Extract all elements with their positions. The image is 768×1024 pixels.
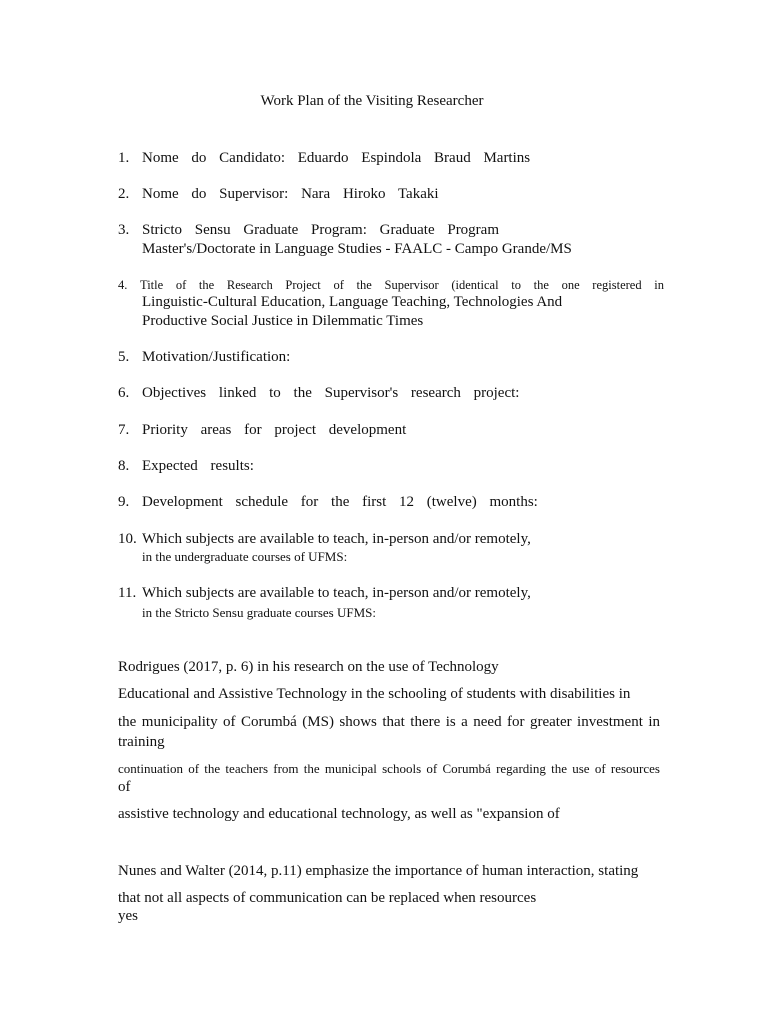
body-line: Rodrigues (2017, p. 6) in his research on the use of Technology bbox=[118, 659, 499, 675]
item-text: Nome do Supervisor: Nara Hiroko Takaki bbox=[142, 186, 439, 202]
item-number: 4. bbox=[118, 278, 128, 292]
list-item-9 bbox=[118, 493, 664, 512]
item-text: Which subjects are available to teach, in-person and/or remotely, bbox=[142, 585, 531, 601]
list-item-6 bbox=[118, 384, 664, 403]
document-title: Work Plan of the Visiting Researcher bbox=[260, 93, 484, 109]
list-item-10-continuation: in the undergraduate courses of UFMS: bbox=[142, 549, 348, 564]
item-text: Motivation/Justification: bbox=[142, 349, 291, 365]
list-item-7 bbox=[118, 421, 664, 440]
item-number: 2. bbox=[118, 186, 130, 202]
list-item-3 bbox=[118, 221, 664, 240]
body-line: Educational and Assistive Technology in the schooling of students with disabilities in bbox=[118, 686, 631, 702]
list-item-8 bbox=[118, 457, 664, 476]
body-line: of bbox=[118, 779, 131, 795]
list-item-11-continuation: in the Stricto Sensu graduate courses UFMS: bbox=[142, 605, 376, 620]
list-item-4-continuation-1: Linguistic-Cultural Education, Language Teaching, Technologies And bbox=[142, 294, 563, 310]
list-item-4-continuation-2: Productive Social Justice in Dilemmatic Times bbox=[142, 313, 424, 329]
body-line: the municipality of Corumbá (MS) shows that there is a need for greater investment in bbox=[118, 714, 660, 730]
body-line: training bbox=[118, 734, 165, 750]
item-text: Development schedule for the first 12 (twelve) months: bbox=[142, 494, 538, 510]
item-text: Stricto Sensu Graduate Program: Graduate Program bbox=[142, 222, 500, 238]
item-number: 1. bbox=[118, 150, 130, 166]
item-text: Expected results: bbox=[142, 458, 254, 474]
list-item-5 bbox=[118, 348, 664, 367]
list-item-3-continuation: Master's/Doctorate in Language Studies - FAALC - Campo Grande/MS bbox=[142, 241, 572, 257]
item-number: 10. bbox=[118, 531, 137, 547]
item-number: 6. bbox=[118, 385, 130, 401]
item-text: Objectives linked to the Supervisor's research project: bbox=[142, 385, 520, 401]
body-line: assistive technology and educational technology, as well as "expansion of bbox=[118, 806, 560, 822]
item-text: Nome do Candidato: Eduardo Espindola Braud Martins bbox=[142, 150, 531, 166]
list-item-11 bbox=[118, 584, 664, 603]
item-number: 9. bbox=[118, 494, 130, 510]
item-number: 7. bbox=[118, 422, 130, 438]
item-text: Which subjects are available to teach, in-person and/or remotely, bbox=[142, 531, 531, 547]
body-line: that not all aspects of communication can be replaced when resources bbox=[118, 890, 537, 906]
body-line: Nunes and Walter (2014, p.11) emphasize the importance of human interaction, stating bbox=[118, 863, 639, 879]
list-item-2 bbox=[118, 185, 664, 204]
list-item-1 bbox=[118, 149, 664, 168]
item-number: 8. bbox=[118, 458, 130, 474]
item-text: Priority areas for project development bbox=[142, 422, 407, 438]
item-text: Title of the Research Project of the Supervisor (identical to the one registered in bbox=[140, 278, 664, 292]
item-number: 11. bbox=[118, 585, 137, 601]
item-number: 3. bbox=[118, 222, 130, 238]
item-number: 5. bbox=[118, 349, 130, 365]
body-line: yes bbox=[118, 908, 138, 924]
body-line: continuation of the teachers from the municipal schools of Corumbá regarding the use of resources bbox=[118, 761, 660, 776]
